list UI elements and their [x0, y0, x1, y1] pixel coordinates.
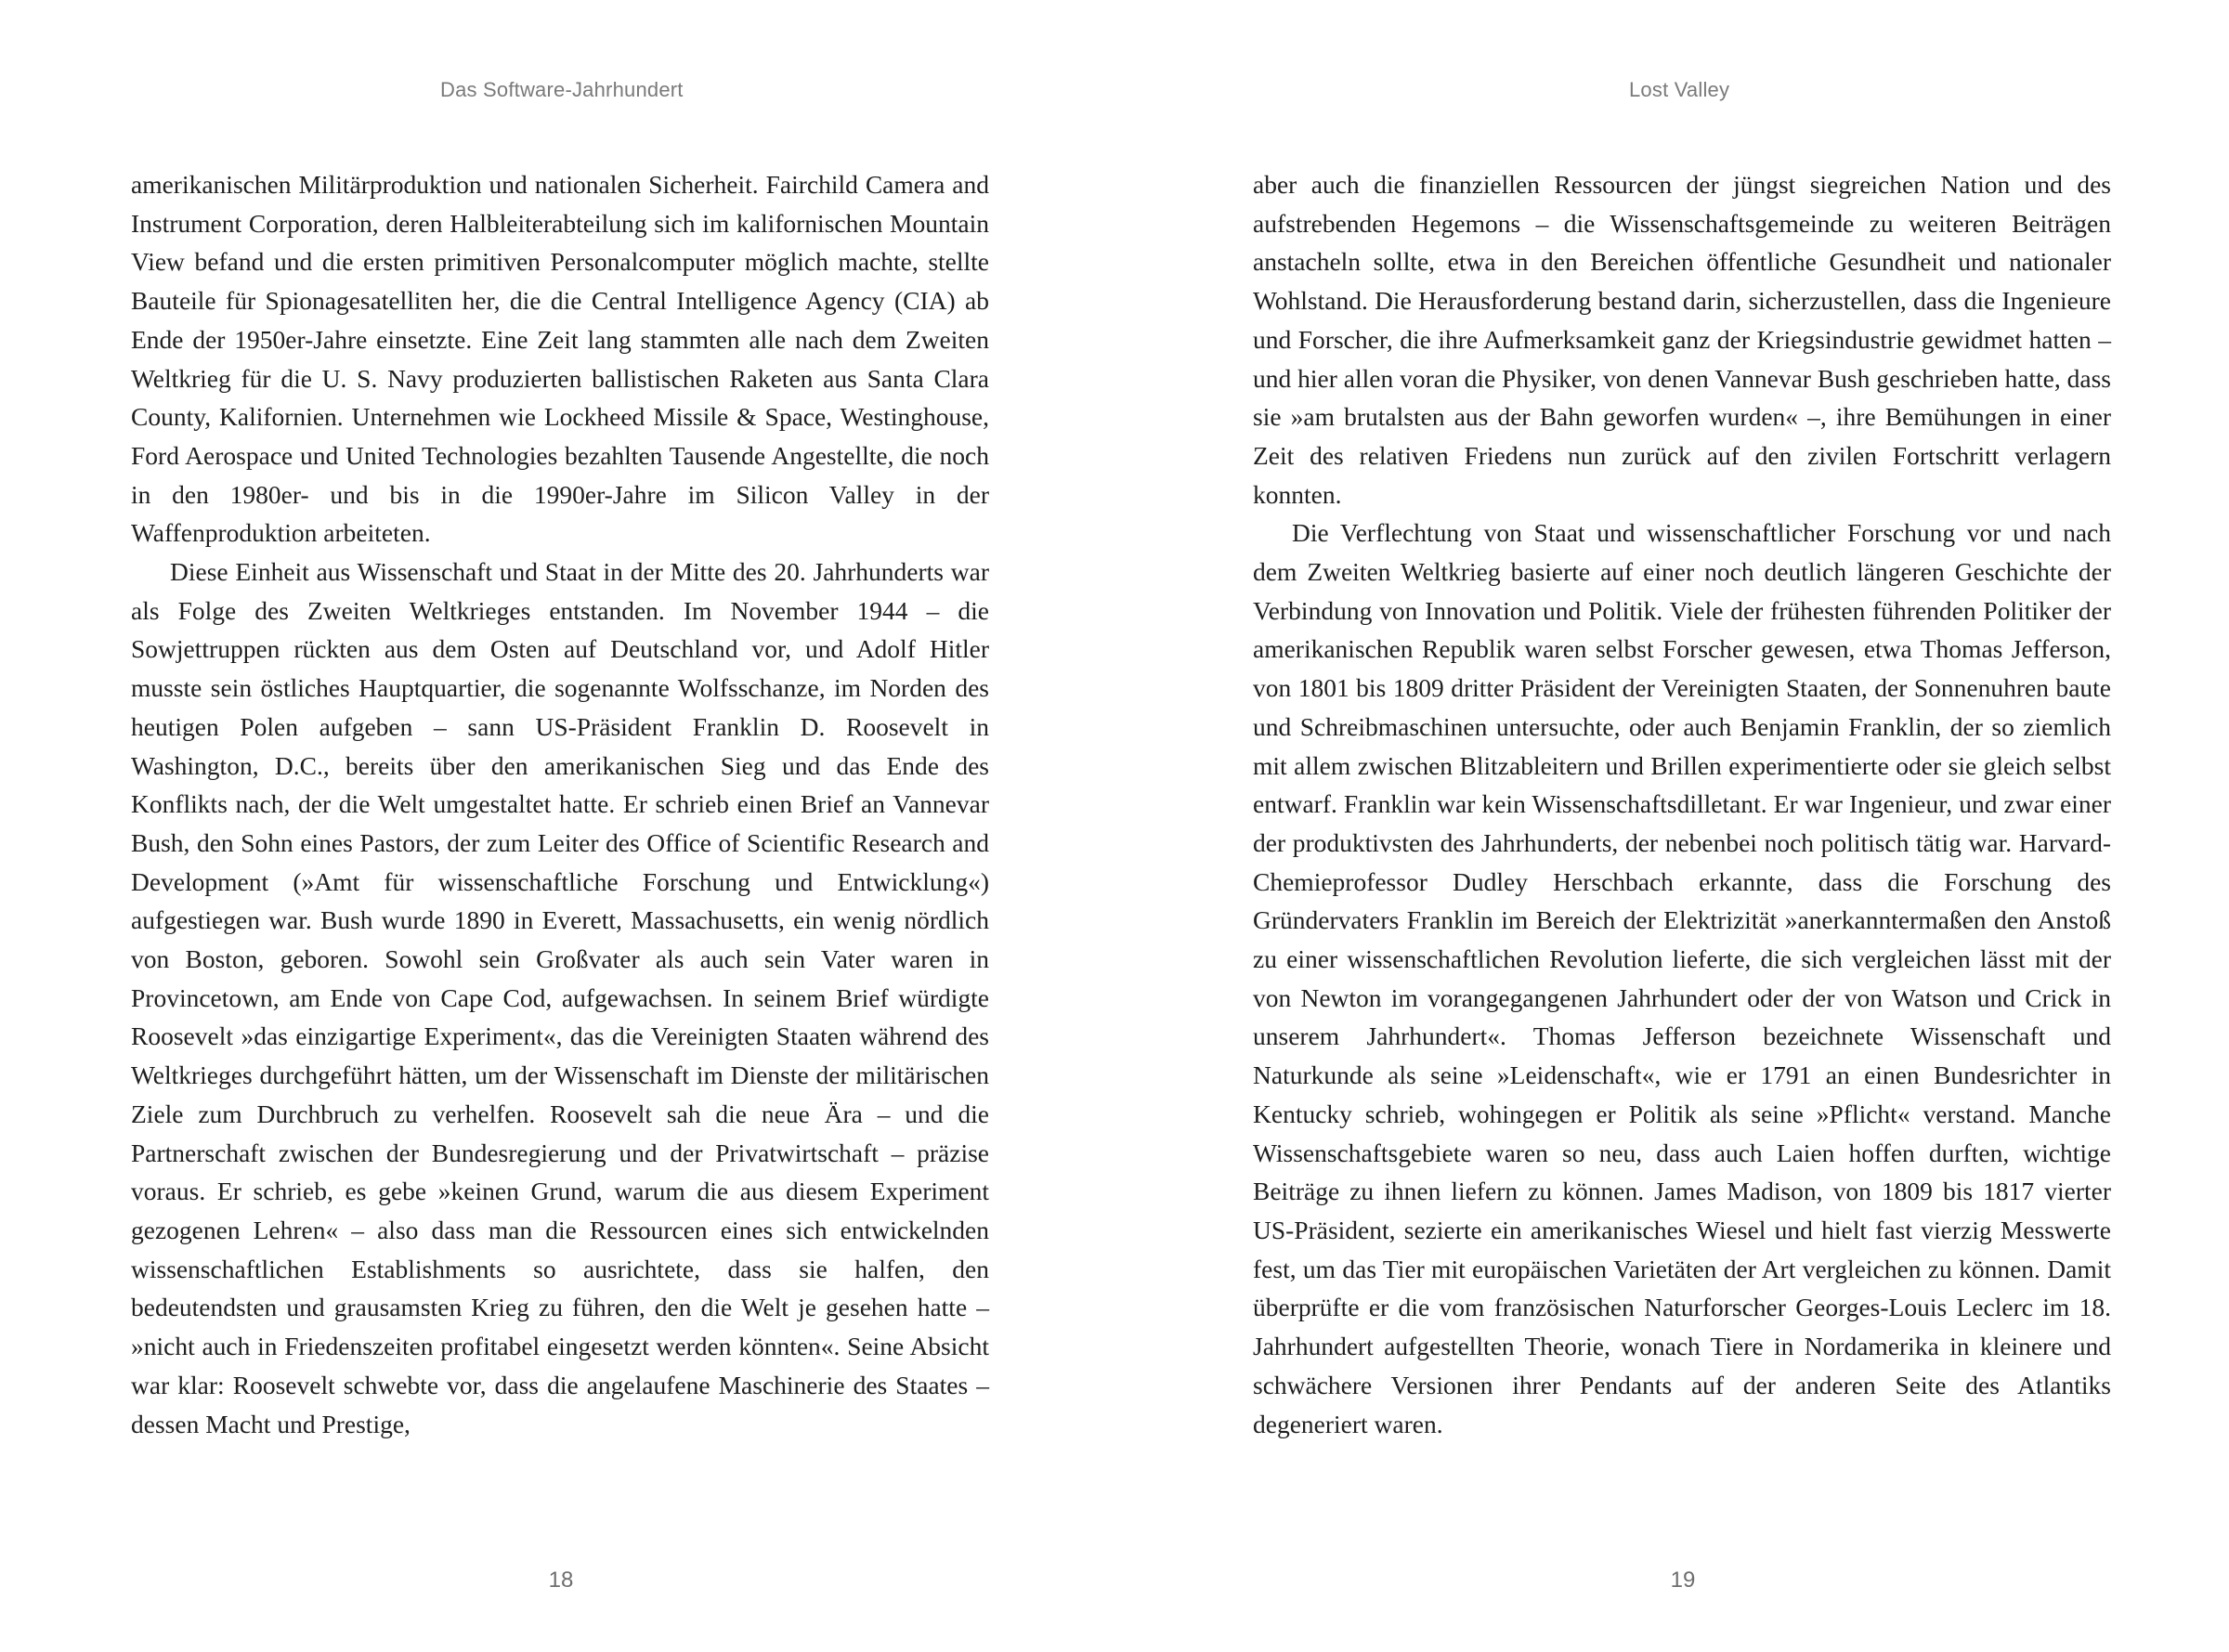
page-number-left: 18: [548, 1567, 574, 1593]
paragraph: Die Verflechtung von Staat und wissenschaftlicher Forschung vor und nach dem Zweiten Weltkrieg basierte auf einer noch deutlich längeren Geschichte der Verbindung von Innovation und Politik. Viele der frühesten führenden Politiker der amerikanischen Republik waren selbst Forscher gewesen, etwa Thomas Jefferson, von 1801 bis 1809 dritter Präsident der Vereinigten Staaten, der Sonnenuhren baute und Schreibmaschinen untersuchte, oder auch Benjamin Franklin, der so ziemlich mit allem zwischen Blitzableitern und Brillen experimentierte oder sie gleich selbst entwarf. Franklin war kein Wissenschaftsdilletant. Er war Ingenieur, und zwar einer der produktivsten des Jahrhunderts, der nebenbei noch politisch tätig war. Harvard-Chemieprofessor Dudley Herschbach erkannte, dass die Forschung des Gründervaters Franklin im Bereich der Elektrizität »anerkanntermaßen den Anstoß zu einer wissenschaftlichen Revolution lieferte, die sich vergleichen lässt mit der von Newton im vorangegangenen Jahrhundert oder der von Watson und Crick in unserem Jahrhundert«. Thomas Jefferson bezeichnete Wissenschaft und Naturkunde als seine »Leidenschaft«, wie er 1791 an einen Bundesrichter in Kentucky schrieb, wohingegen er Politik als seine »Pflicht« verstand. Manche Wissenschaftsgebiete waren so neu, dass auch Laien hoffen durften, wichtige Beiträge zu ihnen liefern zu können. James Madison, von 1809 bis 1817 vierter US-Präsident, sezierte ein amerikanisches Wiesel und hielt fast vierzig Messwerte fest, um das Tier mit europäischen Varietäten der Art vergleichen zu können. Damit überprüfte er die vom französischen Naturforscher Georges-Louis Leclerc im 18. Jahrhundert aufgestellten Theorie, wonach Tiere in Nordamerika in kleinere und schwächere Versionen ihrer Pendants auf der anderen Seite des Atlantiks degeneriert waren.: [1253, 518, 2111, 1438]
paragraph: Diese Einheit aus Wissenschaft und Staat in der Mitte des 20. Jahrhunderts war als Folge des Zweiten Weltkrieges entstanden. Im November 1944 – die Sowjettruppen rückten aus dem Osten auf Deutschland vor, und Adolf Hitler musste sein östliches Hauptquartier, die sogenannte Wolfsschanze, im Norden des heutigen Polen aufgeben – sann US-Präsident Franklin D. Roosevelt in Washington, D.C., bereits über den amerikanischen Sieg und das Ende des Konflikts nach, der die Welt umgestaltet hatte. Er schrieb einen Brief an Vannevar Bush, den Sohn eines Pastors, der zum Leiter des Office of Scientific Research and Development (»Amt für wissenschaftliche Forschung und Entwicklung«) aufgestiegen war. Bush wurde 1890 in Everett, Massachusetts, ein wenig nördlich von Boston, geboren. Sowohl sein Großvater als auch sein Vater waren in Provincetown, am Ende von Cape Cod, aufgewachsen. In seinem Brief würdigte Roosevelt »das einzigartige Experiment«, das die Vereinigten Staaten während des Weltkrieges durchgeführt hätten, um der Wissenschaft im Dienste der militärischen Ziele zum Durchbruch zu verhelfen. Roosevelt sah die neue Ära – und die Partnerschaft zwischen der Bundesregierung und der Privatwirtschaft – präzise voraus. Er schrieb, es gebe »keinen Grund, warum die aus diesem Experiment gezogenen Lehren« – also dass man die Ressourcen eines sich entwickelnden wissenschaftlichen Establishments so ausrichtete, dass sie halfen, den bedeutendsten und grausamsten Krieg zu führen, den die Welt je gesehen hatte – »nicht auch in Friedenszeiten profitabel eingesetzt werden könnten«. Seine Absicht war klar: Roosevelt schwebte vor, dass die angelaufene Maschinerie des Staates – dessen Macht und Prestige,: [131, 557, 989, 1438]
running-head-left: Das Software-Jahrhundert: [440, 78, 684, 101]
right-page: [1114, 0, 2229, 1652]
running-head-right: Lost Valley: [1629, 78, 1730, 101]
page-number-right: 19: [1670, 1567, 1696, 1593]
right-page-body: [1253, 165, 2111, 1443]
paragraph: amerikanischen Militärproduktion und nationalen Sicherheit. Fairchild Camera and Instrument Corporation, deren Halbleiterabteilung sich im kalifornischen Mountain View befand und die ersten primitiven Personalcomputer möglich machte, stellte Bauteile für Spionagesatelliten her, die die Central Intelligence Agency (CIA) ab Ende der 1950er-Jahre einsetzte. Eine Zeit lang stammten alle nach dem Zweiten Weltkrieg für die U. S. Navy produzierten ballistischen Raketen aus Santa Clara County, Kalifornien. Unternehmen wie Lockheed Missile & Space, Westinghouse, Ford Aerospace und United Technologies bezahlten Tausende Angestellte, die noch in den 1980er- und bis in die 1990er-Jahre im Silicon Valley in der Waffenproduktion arbeiteten.: [131, 170, 989, 548]
left-page: [0, 0, 1114, 1652]
left-page-body: [131, 165, 989, 1443]
paragraph: aber auch die finanziellen Ressourcen der jüngst siegreichen Nation und des aufstrebenden Hegemons – die Wissenschaftsgemeinde zu weiteren Beiträgen anstacheln sollte, etwa in den Bereichen öffentliche Gesundheit und nationaler Wohlstand. Die Herausforderung bestand darin, sicherzustellen, dass die Ingenieure und Forscher, die ihre Aufmerksamkeit ganz der Kriegsindustrie gewidmet hatten – und hier allen voran die Physiker, von denen Vannevar Bush geschrieben hatte, dass sie »am brutalsten aus der Bahn geworfen wurden« –, ihre Bemühungen in einer Zeit des relativen Friedens nun zurück auf den zivilen Fortschritt verlagern konnten.: [1253, 170, 2111, 509]
